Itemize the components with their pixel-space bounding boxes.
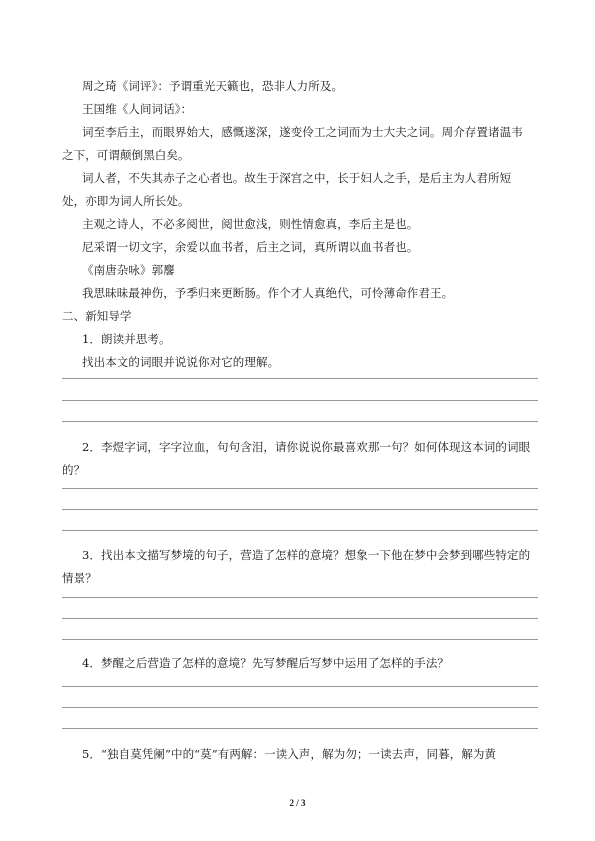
answer-line[interactable] xyxy=(62,421,538,422)
answer-line[interactable] xyxy=(62,707,538,708)
answer-line[interactable] xyxy=(62,400,538,401)
paragraph-nantang-zayong-title: 《南唐杂咏》郭麐 xyxy=(82,263,175,277)
question-1: 1．朗读并思考。 xyxy=(82,332,171,346)
paragraph-nicai: 尼采谓一切文字，余爱以血书者，后主之词，真所谓以血书者也。 xyxy=(82,240,419,254)
section-heading-new-knowledge: 二、新知导学 xyxy=(62,309,132,323)
question-1-prompt: 找出本文的词眼并说说你对它的理解。 xyxy=(82,355,280,369)
paragraph-ci-zhi-li-houzhu-cont: 之下，可谓颠倒黑白矣。 xyxy=(62,148,190,162)
question-3: 3．找出本文描写梦境的句子，营造了怎样的意境？想象一下他在梦中会梦到哪些特定的 xyxy=(82,548,531,562)
answer-line[interactable] xyxy=(62,618,538,619)
answer-line[interactable] xyxy=(62,639,538,640)
paragraph-ciren-zhe: 词人者，不失其赤子之心者也。故生于深宫之中，长于妇人之手，是后主为人君所短 xyxy=(82,171,512,185)
answer-line[interactable] xyxy=(62,728,538,729)
answer-line[interactable] xyxy=(62,597,538,598)
paragraph-zhuguan-shiren: 主观之诗人，不必多阅世，阅世愈浅，则性情愈真，李后主是也。 xyxy=(82,217,419,231)
paragraph-poem: 我思昧昧最神伤，予季归来更断肠。作个才人真绝代，可怜薄命作君王。 xyxy=(82,286,454,300)
question-3-cont: 情景？ xyxy=(62,571,97,585)
question-4: 4．梦醒之后营造了怎样的意境？先写梦醒后写梦中运用了怎样的手法？ xyxy=(82,656,450,670)
paragraph-zhou-zhiqi: 周之琦《词评》：予谓重光天籁也，恐非人力所及。 xyxy=(82,79,344,93)
answer-line[interactable] xyxy=(62,509,538,510)
question-5: 5．“独自莫凭阑”中的“莫”有两解：一读入声，解为勿；一读去声，同暮，解为黄 xyxy=(82,747,497,761)
answer-line[interactable] xyxy=(62,378,538,379)
paragraph-ciren-zhe-cont: 处，亦即为词人所长处。 xyxy=(62,194,190,208)
answer-line[interactable] xyxy=(62,530,538,531)
answer-line[interactable] xyxy=(62,686,538,687)
question-2-cont: 的？ xyxy=(62,463,86,477)
paragraph-wang-guowei-title: 王国维《人间词话》： xyxy=(82,102,193,116)
paragraph-ci-zhi-li-houzhu: 词至李后主，而眼界始大，感慨遂深，遂变伶工之词而为士大夫之词。周介存置诸温韦 xyxy=(82,125,523,139)
page-number: 2 / 3 xyxy=(289,798,306,808)
answer-line[interactable] xyxy=(62,488,538,489)
question-2: 2．李煜字词，字字泣血，句句含泪，请你说说你最喜欢那一句？如何体现这本词的词眼 xyxy=(82,440,531,454)
